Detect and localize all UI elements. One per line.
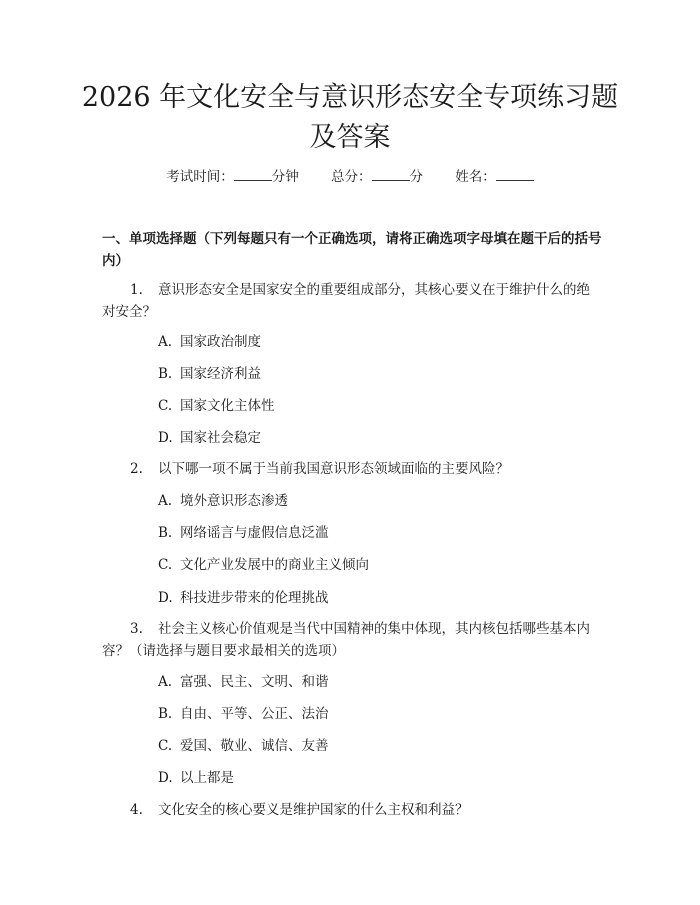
exam-title [60,78,640,158]
option-text: 国家政治制度 [180,334,261,350]
exam-title-line1: 2026 年文化安全与意识形态安全专项练习题 [81,82,619,113]
section-heading: 一、单项选择题（下列每题只有一个正确选项，请将正确选项字母填在题干后的括号内） [102,231,602,269]
q1-option-c [158,396,275,416]
option-letter: D. [158,430,173,446]
q2-option-b [158,523,329,543]
option-text: 爱国、敬业、诚信、友善 [180,738,329,754]
total-score-label: 总分： [331,169,372,185]
option-letter: A. [158,334,173,350]
question-number: 4. [130,802,143,818]
option-text: 以上都是 [180,770,234,786]
question-number: 2. [130,461,143,477]
question-number: 3. [130,621,143,637]
option-text: 科技进步带来的伦理挑战 [180,590,329,606]
option-letter: D. [158,770,173,786]
q3-option-c [158,736,329,756]
q3-option-a [158,672,329,692]
total-score-field [331,169,423,185]
exam-time-unit: 分钟 [271,169,299,185]
q3-option-b [158,704,329,724]
student-name-field [455,169,534,185]
question-text: 文化安全的核心要义是维护国家的什么主权和利益？ [158,802,469,818]
q1-option-b [158,364,261,384]
option-text: 国家经济利益 [180,366,261,382]
student-name-blank [496,168,534,181]
student-name-label: 姓名： [455,169,496,185]
option-text: 富强、民主、文明、和谐 [180,674,329,690]
option-letter: B. [158,706,173,722]
q3-option-d [158,768,234,788]
exam-time-label: 考试时间： [166,169,234,185]
option-letter: B. [158,525,173,541]
question-4 [102,799,602,821]
question-2 [102,458,602,480]
option-letter: D. [158,590,173,606]
q2-option-a [158,491,288,511]
option-letter: C. [158,557,173,573]
exam-title-line2: 及答案 [309,122,391,153]
question-text: 社会主义核心价值观是当代中国精神的集中体现，其内核包括哪些基本内容？（请选择与题目要求最相关的选项） [102,621,590,659]
option-letter: C. [158,398,173,414]
option-text: 境外意识形态渗透 [180,493,288,509]
question-3 [102,618,602,662]
q2-option-c [158,555,369,575]
q1-option-d [158,428,261,448]
option-text: 网络谣言与虚假信息泛滥 [180,525,329,541]
option-text: 国家社会稳定 [180,430,261,446]
question-text: 以下哪一项不属于当前我国意识形态领域面临的主要风险？ [158,461,509,477]
question-number: 1. [130,282,143,298]
total-score-blank [372,168,410,181]
option-text: 文化产业发展中的商业主义倾向 [180,557,369,573]
option-text: 国家文化主体性 [180,398,275,414]
option-letter: A. [158,674,173,690]
option-letter: C. [158,738,173,754]
q2-option-d [158,588,329,608]
question-1 [102,279,602,323]
exam-time-field [166,169,299,185]
option-text: 自由、平等、公正、法治 [180,706,329,722]
option-letter: B. [158,366,173,382]
total-score-unit: 分 [409,169,423,185]
q1-option-a [158,332,261,352]
option-letter: A. [158,493,173,509]
question-text: 意识形态安全是国家安全的重要组成部分，其核心要义在于维护什么的绝对安全？ [102,282,590,320]
exam-meta-line [0,167,700,187]
exam-time-blank [234,168,272,181]
